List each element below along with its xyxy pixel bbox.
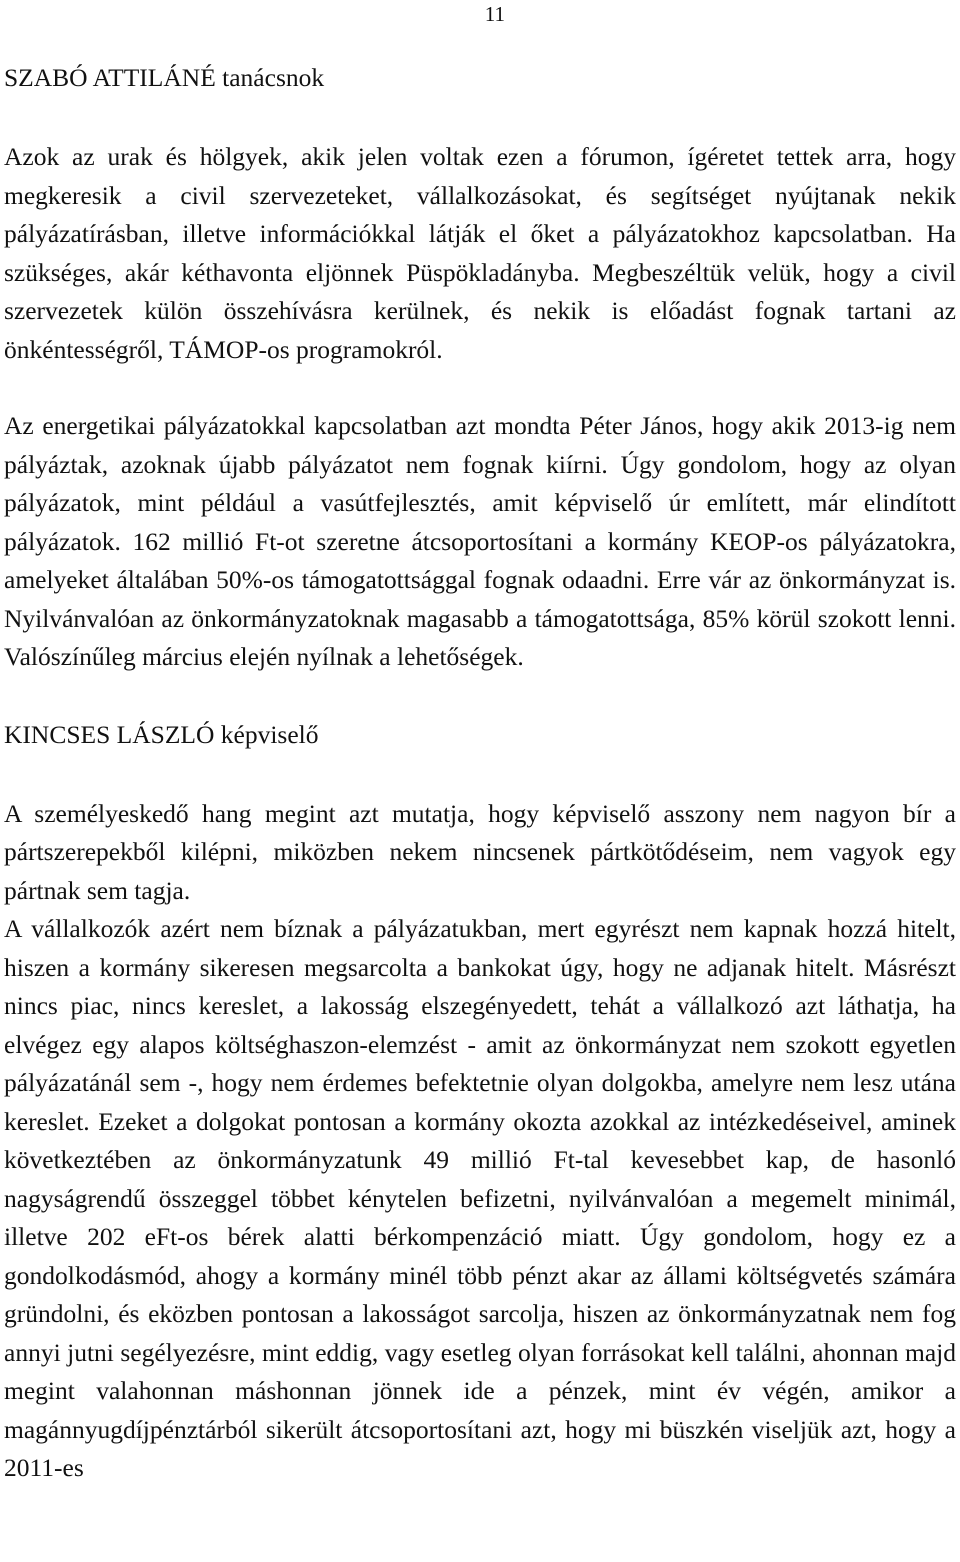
page-number: 11 [484, 2, 505, 26]
speaker-heading: KINCSES LÁSZLÓ képviselő [4, 719, 319, 749]
document-body [4, 58, 956, 1488]
paragraph: A személyeskedő hang megint azt mutatja, hogy képviselő asszony nem nagyon bír a pártszerepekből kilépni, miközben nekem nincsenek pártkötődéseim, nem vagyok egy pártnak sem tagja. [4, 798, 956, 905]
paragraph: Azok az urak és hölgyek, akik jelen voltak ezen a fórumon, ígéretet tettek arra, hogy megkeresik a civil szervezeteket, vállalkozásokat, és segítséget nyújtanak nekik pályázatírásban, illetve információkkal látják el őket a pályázatokhoz kapcsolatban. Ha szükséges, akár kéthavonta eljönnek Püspökladányba. Megbeszéltük velük, hogy a civil szervezetek külön összehívásra kerülnek, és nekik is előadást fognak tartani az önkéntességről, TÁMOP-os programokról. [4, 142, 956, 364]
paragraph: Az energetikai pályázatokkal kapcsolatban azt mondta Péter János, hogy akik 2013-ig nem pályáztak, azoknak újabb pályázatot nem fognak kiírni. Úgy gondolom, hogy az olyan pályázatok, mint például a vasútfejlesztés, amit képviselő úr említett, már elindított pályázatok. 162 millió Ft-ot szeretne átcsoportosítani a kormány KEOP-os pályázatokra, amelyeket általában 50%-os támogatottsággal fognak odaadni. Erre vár az önkormányzat is. Nyilvánvalóan az önkormányzatoknak magasabb a támogatottsága, 85% körül szokott lenni. Valószínűleg március elején nyílnak a lehetőségek. [4, 411, 956, 671]
paragraph: A vállalkozók azért nem bíznak a pályázatukban, mert egyrészt nem kapnak hozzá hitelt, hiszen a kormány sikeresen megsarcolta a bankokat úgy, hogy ne adjanak hitelt. Másrészt nincs piac, nincs kereslet, a lakosság elszegényedett, tehát a vállalkozó azt láthatja, ha elvégez egy alapos költséghaszon-elemzést - amit az önkormányzat nem szokott egyetlen pályázatánál sem -, hogy nem érdemes befektetnie olyan dolgokba, amelyre nem lesz utána kereslet. Ezeket a dolgokat pontosan a kormány okozta azokkal az intézkedéseivel, aminek következtében az önkormányzatunk 49 millió Ft-tal kevesebbet kap, de hasonló nagyságrendű összeggel többet kénytelen befizetni, nyilvánvalóan a megemelt minimál, illetve 202 eFt-os bérek alatti bérkompenzáció miatt. Úgy gondolom, hogy ez a gondolkodásmód, ahogy a kormány minél több pénzt akar az állami költségvetés számára gründolni, és eközben pontosan a lakosságot sarcolja, hiszen az önkormányzatnak nem fog annyi jutni segélyezésre, mint eddig, vagy esetleg olyan forrásokat kell találni, ahonnan majd megint valahonnan máshonnan jönnek ide a pénzek, mint év végén, amikor a magánnyugdíjpénztárból sikerült átcsoportosítani azt, hogy mi büszkén viseljük azt, hogy a 2011-es [4, 914, 956, 1482]
speaker-heading: SZABÓ ATTILÁNÉ tanácsnok [4, 63, 325, 92]
